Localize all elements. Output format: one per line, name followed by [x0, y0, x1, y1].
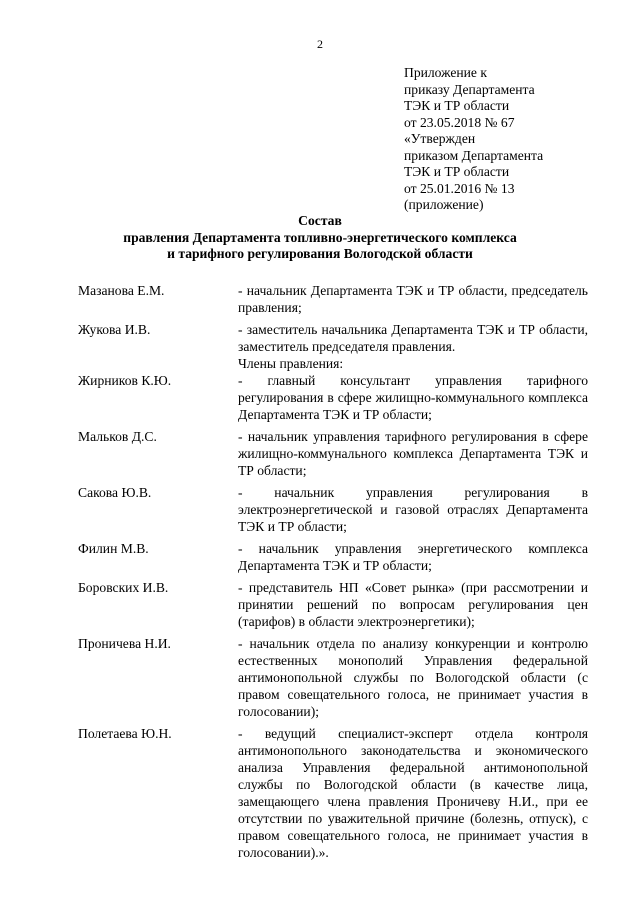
- members-label: Члены правления:: [238, 356, 344, 371]
- appendix-header: [404, 65, 634, 214]
- title-line: и тарифного регулирования Вологодской области: [167, 246, 473, 261]
- member-row: [78, 484, 588, 535]
- member-role: - ведущий специалист-эксперт отдела контроля антимонопольного законодательства и экономического анализа Управления федеральной антимонопольной службы по Вологодской области (в качестве лица, замещающего члена правления Проничеву Н.И., при ее отсутствии по уважительной причине (болезнь, отпуск), с правом совещательного голоса, не принимает участия в голосовании).».: [238, 726, 588, 860]
- member-row: [78, 321, 588, 355]
- member-name: Боровских И.В.: [78, 580, 169, 595]
- member-row: [78, 579, 588, 630]
- title-line: правления Департамента топливно-энергетического комплекса: [123, 229, 517, 245]
- appendix-line: ТЭК и ТР области: [404, 164, 510, 179]
- appendix-line: приказом Департамента: [404, 147, 544, 163]
- page-number: 2: [317, 37, 323, 51]
- member-role: - начальник управления тарифного регулирования в сфере жилищно-коммунального комплекса Департамента ТЭК и ТР области;: [238, 429, 588, 478]
- member-row: [78, 372, 588, 423]
- appendix-line: от 25.01.2016 № 13: [404, 180, 515, 196]
- member-name: Полетаева Ю.Н.: [78, 726, 172, 741]
- member-role: - начальник управления энергетического комплекса Департамента ТЭК и ТР области;: [238, 541, 588, 573]
- member-name: Мазанова Е.М.: [78, 283, 165, 298]
- title-line: Состав: [298, 213, 342, 228]
- member-name: Сакова Ю.В.: [78, 485, 152, 500]
- appendix-line: от 23.05.2018 № 67: [404, 114, 515, 130]
- member-role: - начальник Департамента ТЭК и ТР области, председатель правления;: [238, 283, 588, 315]
- member-role: - главный консультант управления тарифного регулирования в сфере жилищно-коммунального комплекса Департамента ТЭК и ТР области;: [238, 373, 588, 422]
- member-row: [78, 282, 588, 316]
- member-row: [78, 635, 588, 720]
- member-name: Филин М.В.: [78, 541, 149, 556]
- member-row: [78, 540, 588, 574]
- appendix-line: ТЭК и ТР области: [404, 98, 510, 113]
- member-name: Проничева Н.И.: [78, 636, 171, 651]
- member-name: Жирников К.Ю.: [78, 373, 172, 388]
- appendix-line: Приложение к: [404, 65, 487, 80]
- member-name: Жукова И.В.: [78, 322, 151, 337]
- member-role: - начальник управления регулирования в электроэнергетической и газовой отраслях Департамента ТЭК и ТР области;: [238, 485, 588, 534]
- member-row: [78, 428, 588, 479]
- appendix-line: приказу Департамента: [404, 81, 535, 97]
- appendix-line: (приложение): [404, 197, 484, 212]
- document-title: [0, 213, 640, 263]
- member-row: [78, 725, 588, 861]
- member-role: - представитель НП «Совет рынка» (при рассмотрении и принятии решений по вопросам регулирования цен (тарифов) в области электроэнергетики);: [238, 580, 588, 629]
- member-name: Мальков Д.С.: [78, 429, 157, 444]
- member-role: - заместитель начальника Департамента ТЭК и ТР области, заместитель председателя правления.: [238, 322, 588, 354]
- board-composition-list: [78, 282, 588, 866]
- member-role: - начальник отдела по анализу конкуренции и контролю естественных монополий Управления федеральной антимонопольной службы по Вологодской области (с правом совещательного голоса, не принимает участия в голосовании);: [238, 636, 588, 719]
- appendix-line: «Утвержден: [404, 131, 476, 146]
